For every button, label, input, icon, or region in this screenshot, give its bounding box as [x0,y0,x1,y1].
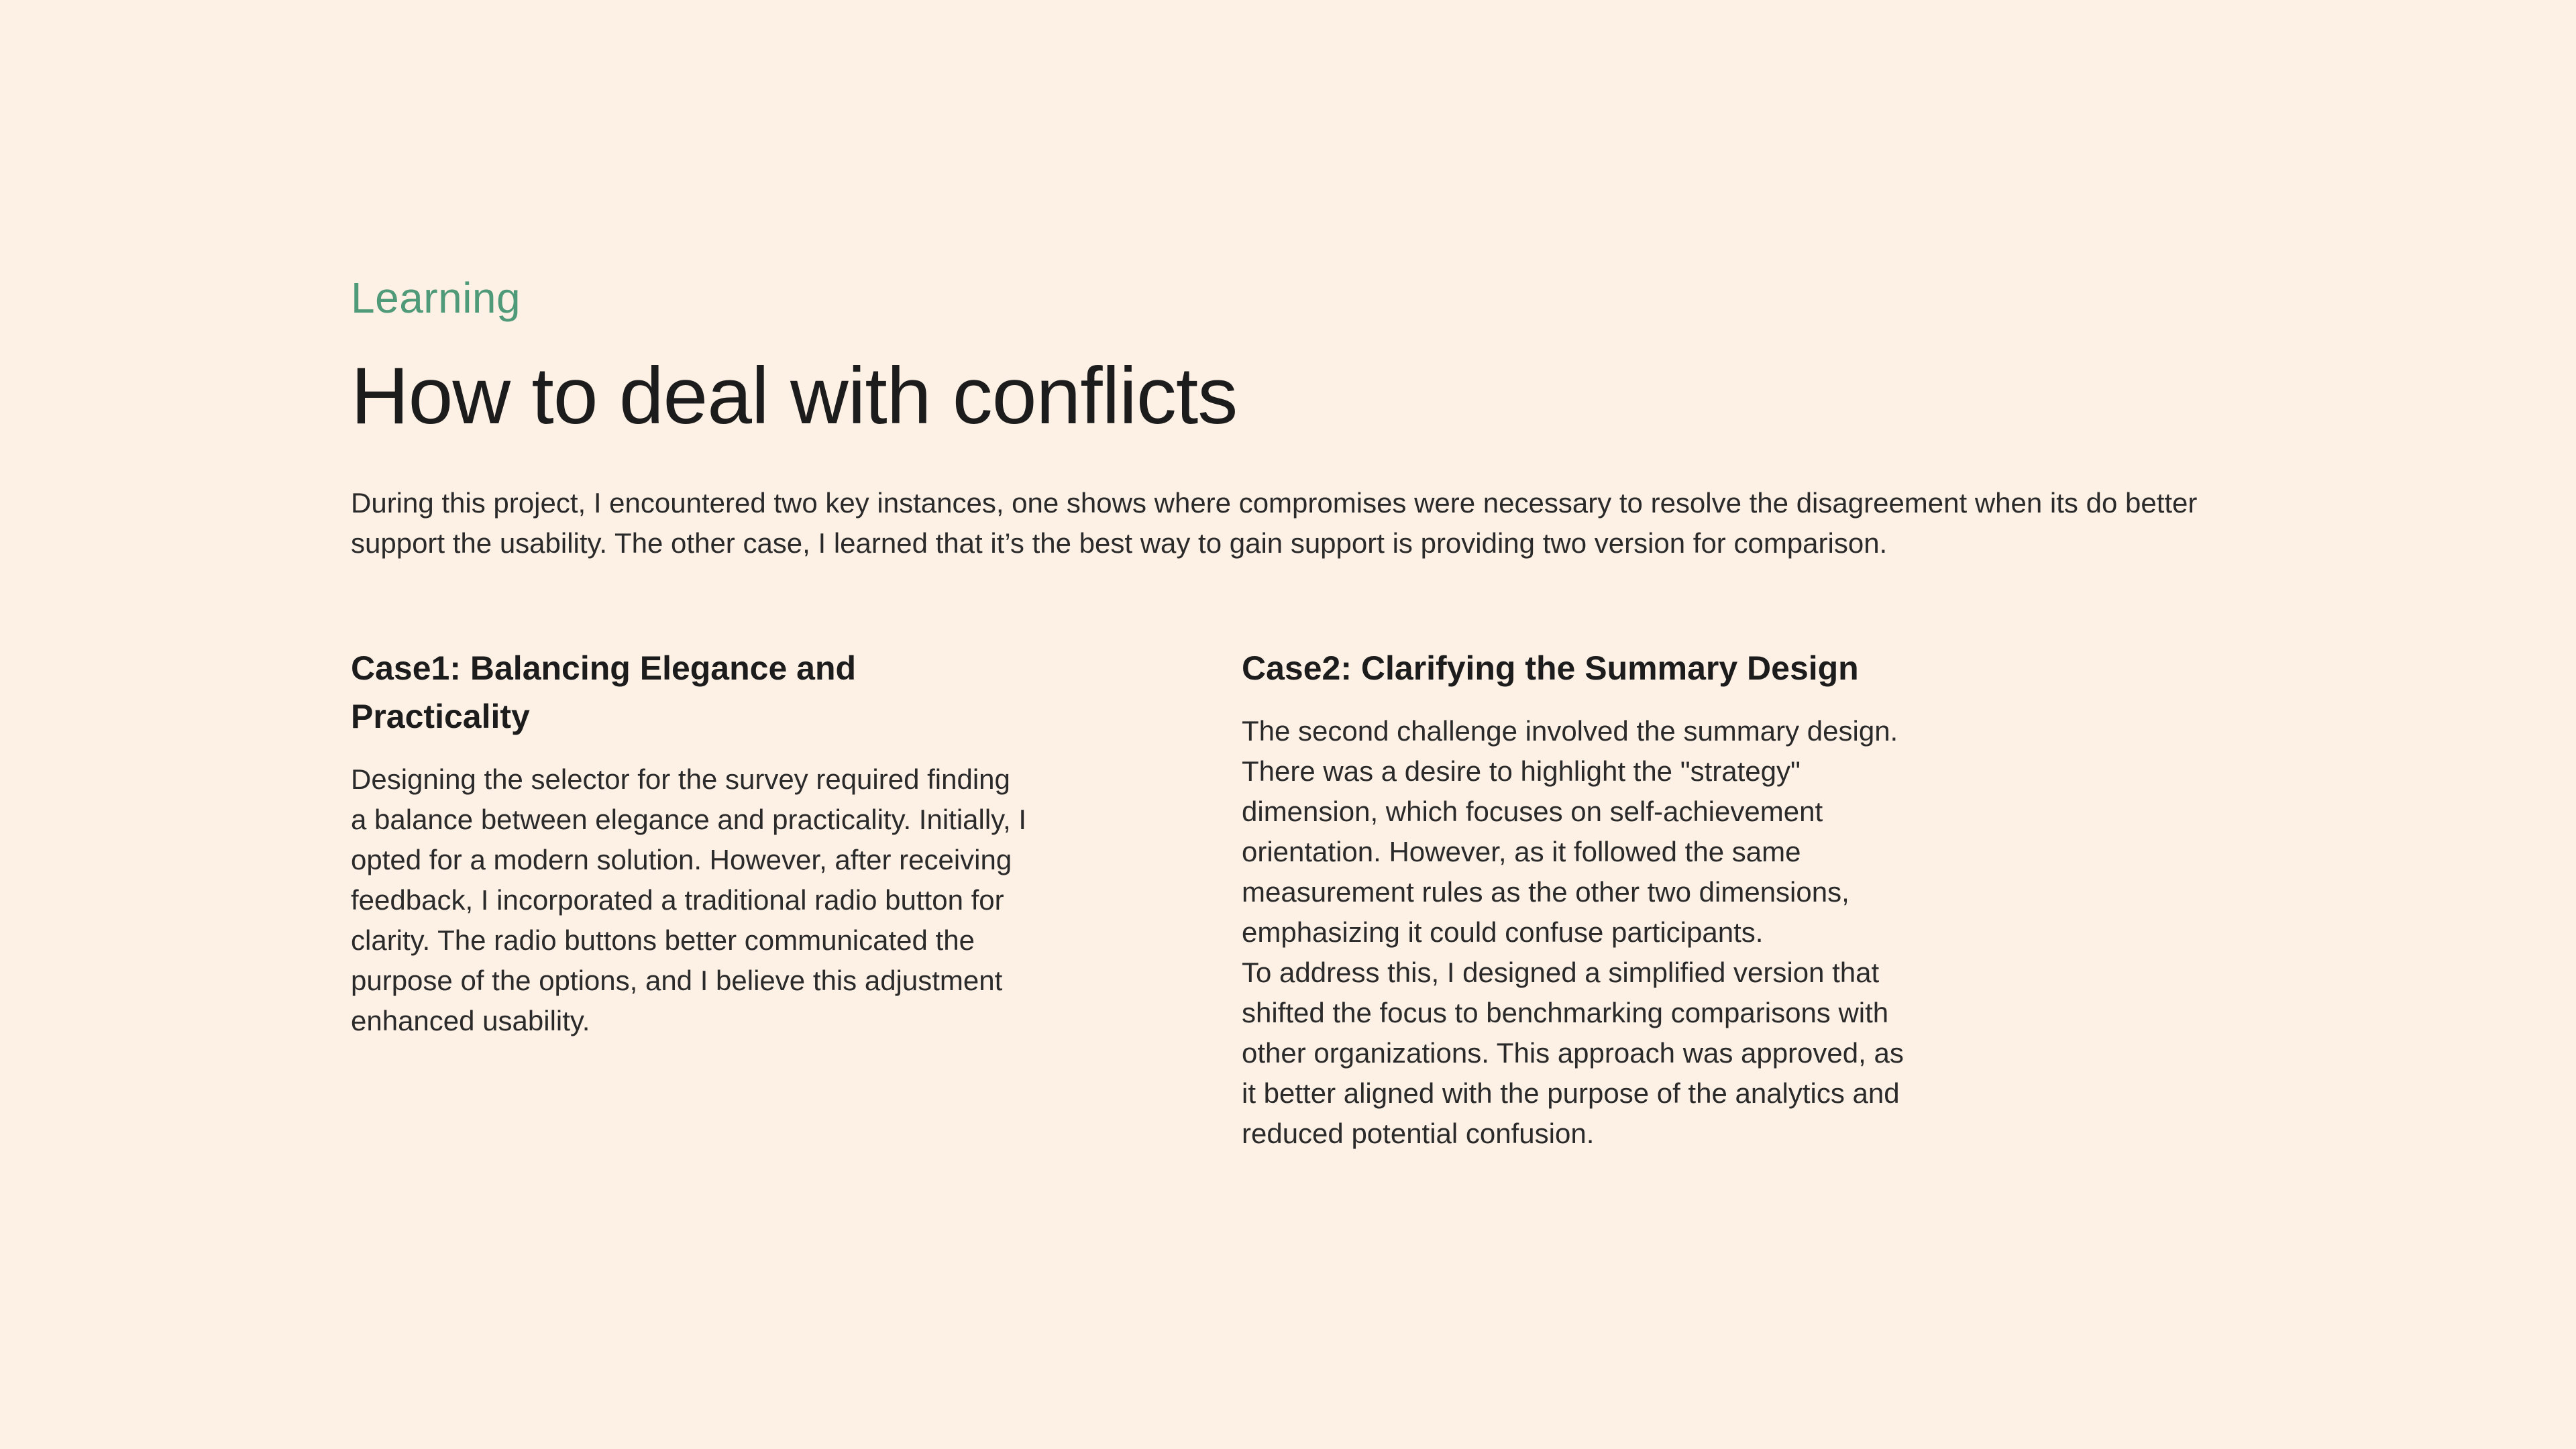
case2-block [1242,644,1926,1154]
page-title: How to deal with conflicts [351,351,1238,441]
intro-paragraph: During this project, I encountered two key instances, one shows where compromises were necessary to resolve the disagreement when its do better support the usability. The other case, I learned that it’s the best way to gain support is providing two version for comparison. [351,487,2198,559]
case1-block [351,644,1035,1041]
case2-paragraph-2: To address this, I designed a simplified version that shifted the focus to benchmarking comparisons with other organizations. This approach was approved, as it better aligned with the purpose of the analytics and reduced potential confusion. [1242,957,1904,1149]
case2-paragraph-1: The second challenge involved the summary design. There was a desire to highlight the "strategy" dimension, which focuses on self-achievement orientation. However, as it followed the same measurement rules as the other two dimensions, emphasizing it could confuse participants. [1242,715,1898,948]
section-label: Learning [351,274,521,322]
case1-title: Case1: Balancing Elegance and Practicality [351,649,857,735]
case2-body [1242,711,1919,1154]
case1-body [351,759,1028,1041]
cases-section [351,644,2229,1181]
case1-paragraph: Designing the selector for the survey required finding a balance between elegance and practicality. Initially, I opted for a modern solution. However, after receiving feedback, I incorporated a traditional radio button for clarity. The radio buttons better communicated the purpose of the options, and I believe this adjustment enhanced usability. [351,763,1027,1036]
case2-title: Case2: Clarifying the Summary Design [1242,649,1859,687]
page-content [351,271,2229,1181]
